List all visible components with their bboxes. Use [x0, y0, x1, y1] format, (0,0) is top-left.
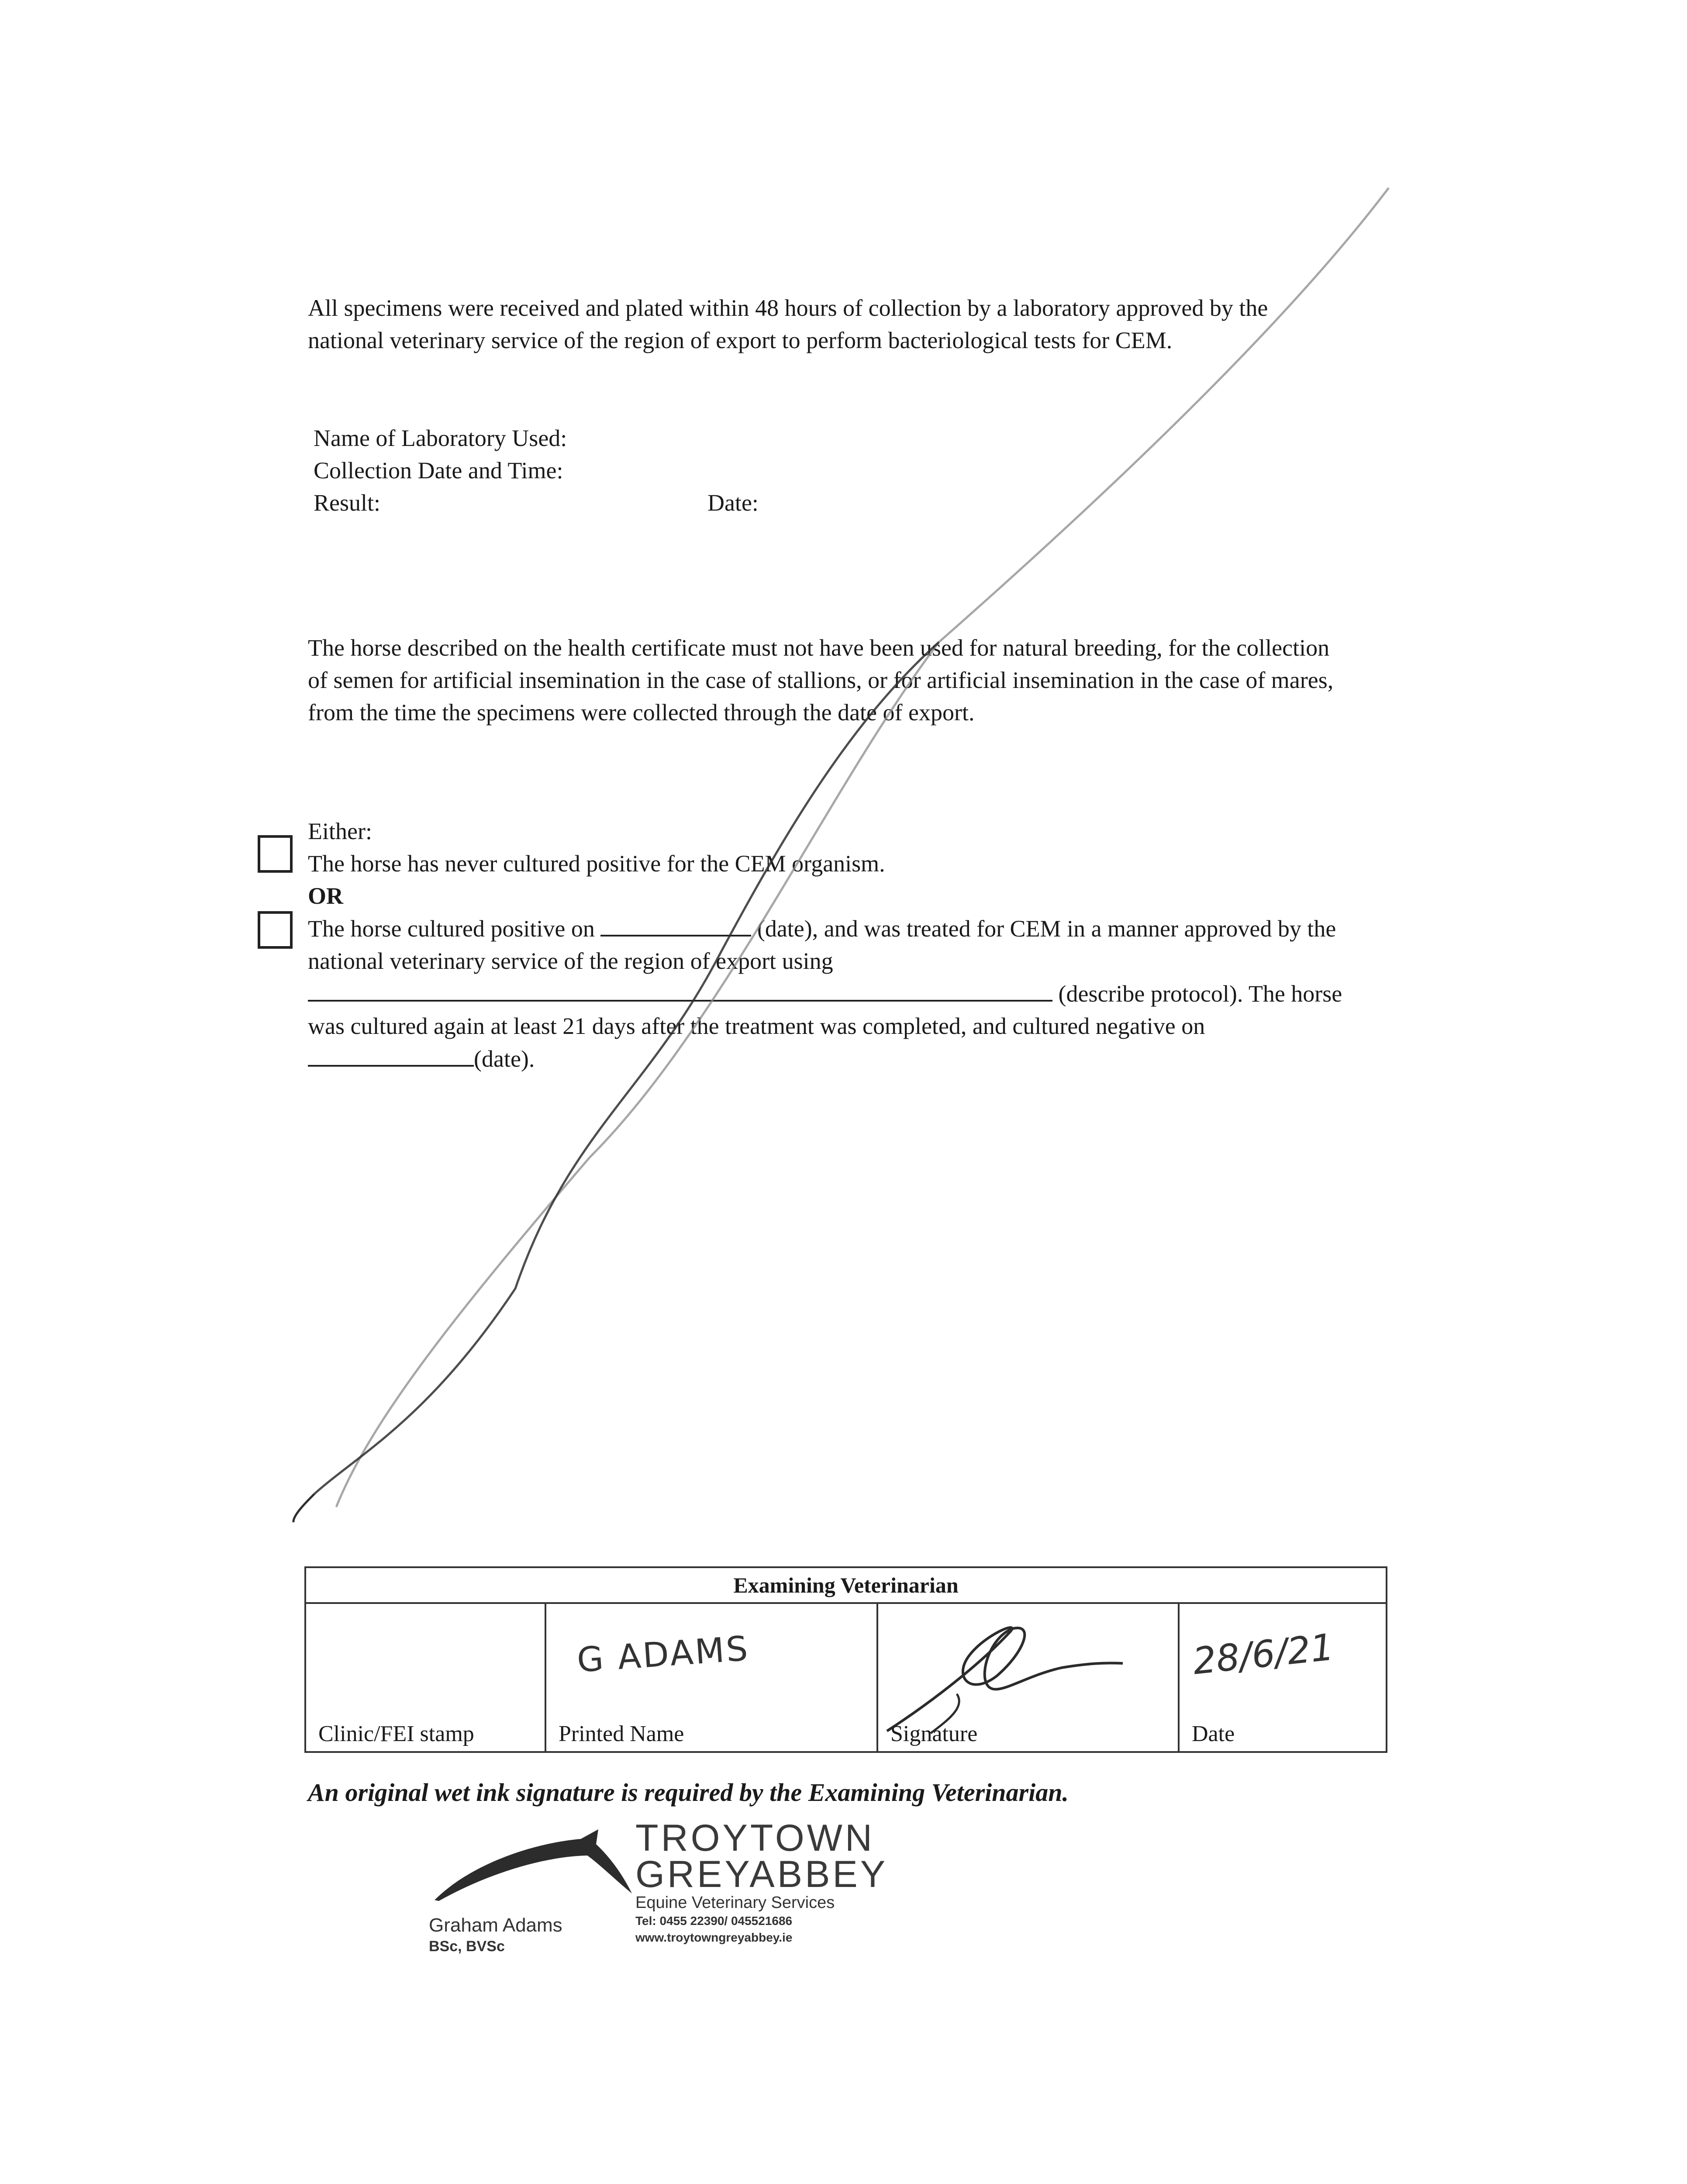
- stamp-practice-line1: TROYTOWN: [635, 1817, 875, 1859]
- positive-date-blank[interactable]: [600, 912, 751, 936]
- option2-text-2: (date), and was treated for CEM in a manner approved by the national veterinary service of the region of export using: [308, 916, 1336, 974]
- stamp-phone: Tel: 0455 22390/ 045521686: [635, 1914, 793, 1928]
- stamp-website: www.troytowngreyabbey.ie: [635, 1931, 793, 1944]
- printed-name-cell: [546, 1602, 878, 1751]
- stamp-practice-subtitle: Equine Veterinary Services: [635, 1894, 835, 1912]
- signature-label: Signature: [890, 1721, 978, 1746]
- either-label: Either:: [308, 818, 372, 844]
- stamp-vet-qualifications: BSc, BVSc: [429, 1938, 505, 1955]
- negative-date-blank[interactable]: [308, 1042, 474, 1067]
- signed-date-value: 28/6/21: [1190, 1625, 1336, 1683]
- clinic-stamp-cell: [306, 1602, 546, 1751]
- result-label: Result:: [314, 490, 381, 516]
- breeding-statement: The horse described on the health certificate must not have been used for natural breeding, for the collection of semen for artificial insemination in the case of stallions, or for artificial insemination in the case of mares, from the time the specimens were collected through the date of export.: [308, 635, 1334, 726]
- option-cultured-positive: [308, 912, 1347, 1075]
- examining-veterinarian-table: [304, 1566, 1387, 1753]
- cultured-positive-checkbox[interactable]: [258, 911, 293, 949]
- examining-veterinarian-heading: Examining Veterinarian: [306, 1568, 1386, 1604]
- result-date-label: Date:: [707, 490, 759, 516]
- signature-cell: [878, 1602, 1180, 1751]
- lab-used-label: Name of Laboratory Used:: [314, 425, 567, 451]
- date-label: Date: [1192, 1721, 1235, 1746]
- never-positive-checkbox[interactable]: [258, 835, 293, 873]
- printed-name-value: G ADAMS: [576, 1629, 751, 1680]
- collection-date-label: Collection Date and Time:: [314, 457, 563, 484]
- option2-text-3: (describe protocol). The horse was cultured again at least 21 days after the treatment was completed, and cultured negative on: [308, 981, 1342, 1039]
- stamp-vet-name: Graham Adams: [429, 1914, 562, 1936]
- printed-name-label: Printed Name: [559, 1721, 684, 1746]
- specimen-statement: All specimens were received and plated within 48 hours of collection by a laboratory approved by the national veterinary service of the region of export to perform bacteriological tests for CEM.: [308, 295, 1268, 353]
- option2-text-4: (date).: [474, 1046, 535, 1072]
- wet-ink-note: An original wet ink signature is required by the Examining Veterinarian.: [308, 1778, 1069, 1807]
- horse-logo: [430, 1821, 635, 1909]
- protocol-blank[interactable]: [308, 977, 1052, 1002]
- date-cell: [1180, 1602, 1386, 1751]
- clinic-stamp-label: Clinic/FEI stamp: [318, 1721, 474, 1746]
- option2-text-1: The horse cultured positive on: [308, 916, 595, 942]
- or-label: OR: [308, 883, 343, 909]
- stamp-practice-line2: GREYABBEY: [635, 1853, 888, 1895]
- option-never-positive: The horse has never cultured positive for the CEM organism.: [308, 850, 885, 877]
